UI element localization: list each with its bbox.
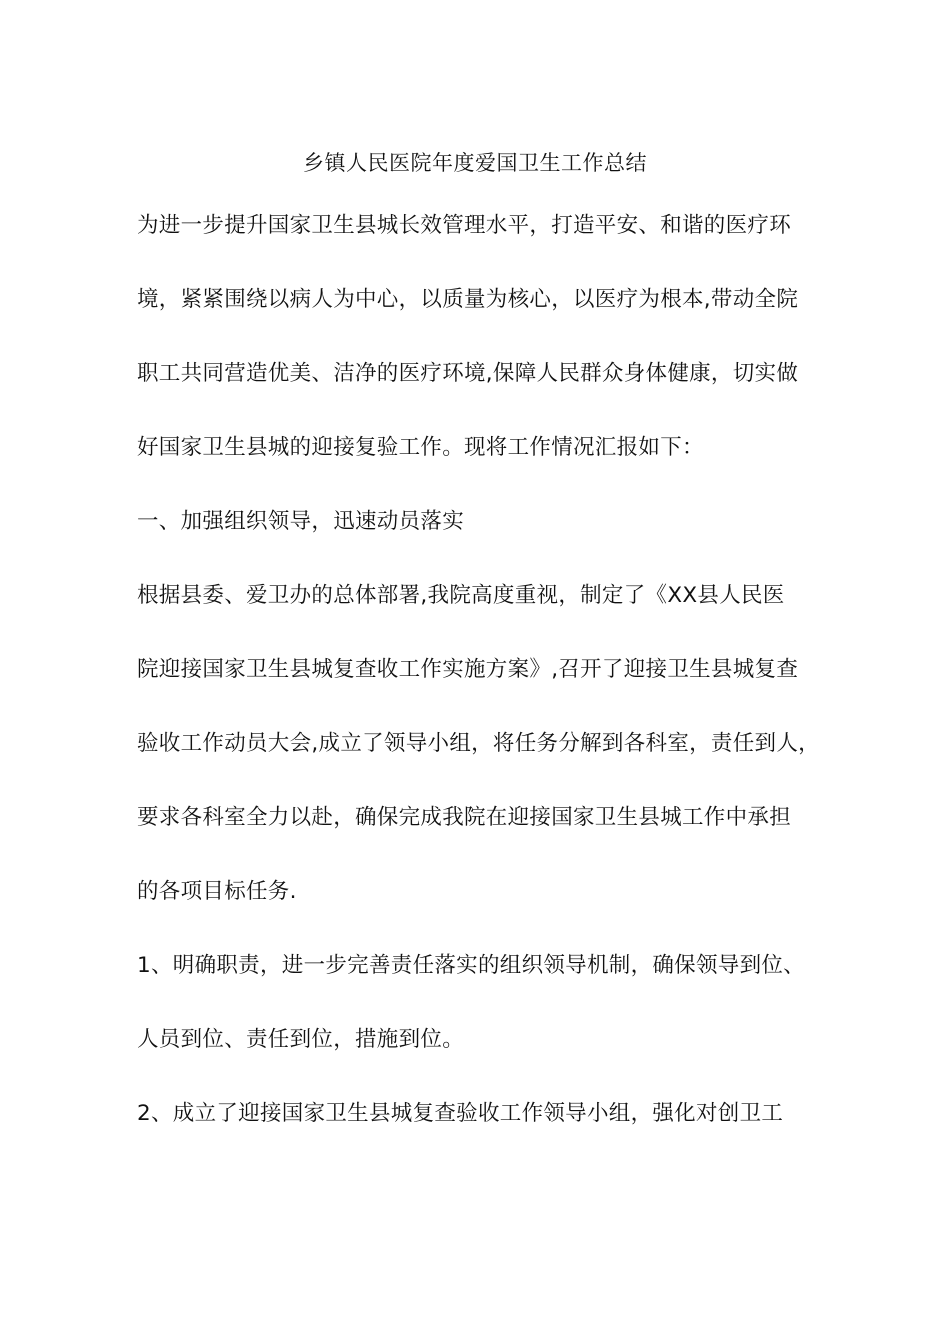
list-item-line: 人员到位、责任到位，措施到位。: [137, 1027, 465, 1052]
list-item-line: 1、明确职责，进一步完善责任落实的组织领导机制，确保领导到位、: [137, 953, 805, 978]
body-line: 职工共同营造优美、洁净的医疗环境,保障人民群众身体健康，切实做: [137, 361, 799, 386]
body-line: 境，紧紧围绕以病人为中心，以质量为核心，以医疗为根本,带动全院: [137, 287, 799, 312]
body-line: 好国家卫生县城的迎接复验工作。现将工作情况汇报如下：: [137, 435, 704, 460]
body-line: 院迎接国家卫生县城复查收工作实施方案》,召开了迎接卫生县城复查: [137, 657, 799, 682]
body-line: 验收工作动员大会,成立了领导小组，将任务分解到各科室，责任到人，: [137, 731, 820, 756]
section-heading: 一、加强组织领导，迅速动员落实: [137, 509, 465, 534]
document-title: 乡镇人民医院年度爱国卫生工作总结: [303, 151, 647, 175]
list-item-line: 2、成立了迎接国家卫生县城复查验收工作领导小组，强化对创卫工: [137, 1101, 784, 1126]
body-line: 为进一步提升国家卫生县城长效管理水平，打造平安、和谐的医疗环: [137, 213, 792, 238]
body-line: 要求各科室全力以赴，确保完成我院在迎接国家卫生县城工作中承担: [137, 805, 792, 830]
body-line: 根据县委、爱卫办的总体部署,我院高度重视，制定了《XX县人民医: [137, 583, 785, 608]
body-line: 的各项目标任务.: [137, 879, 297, 904]
